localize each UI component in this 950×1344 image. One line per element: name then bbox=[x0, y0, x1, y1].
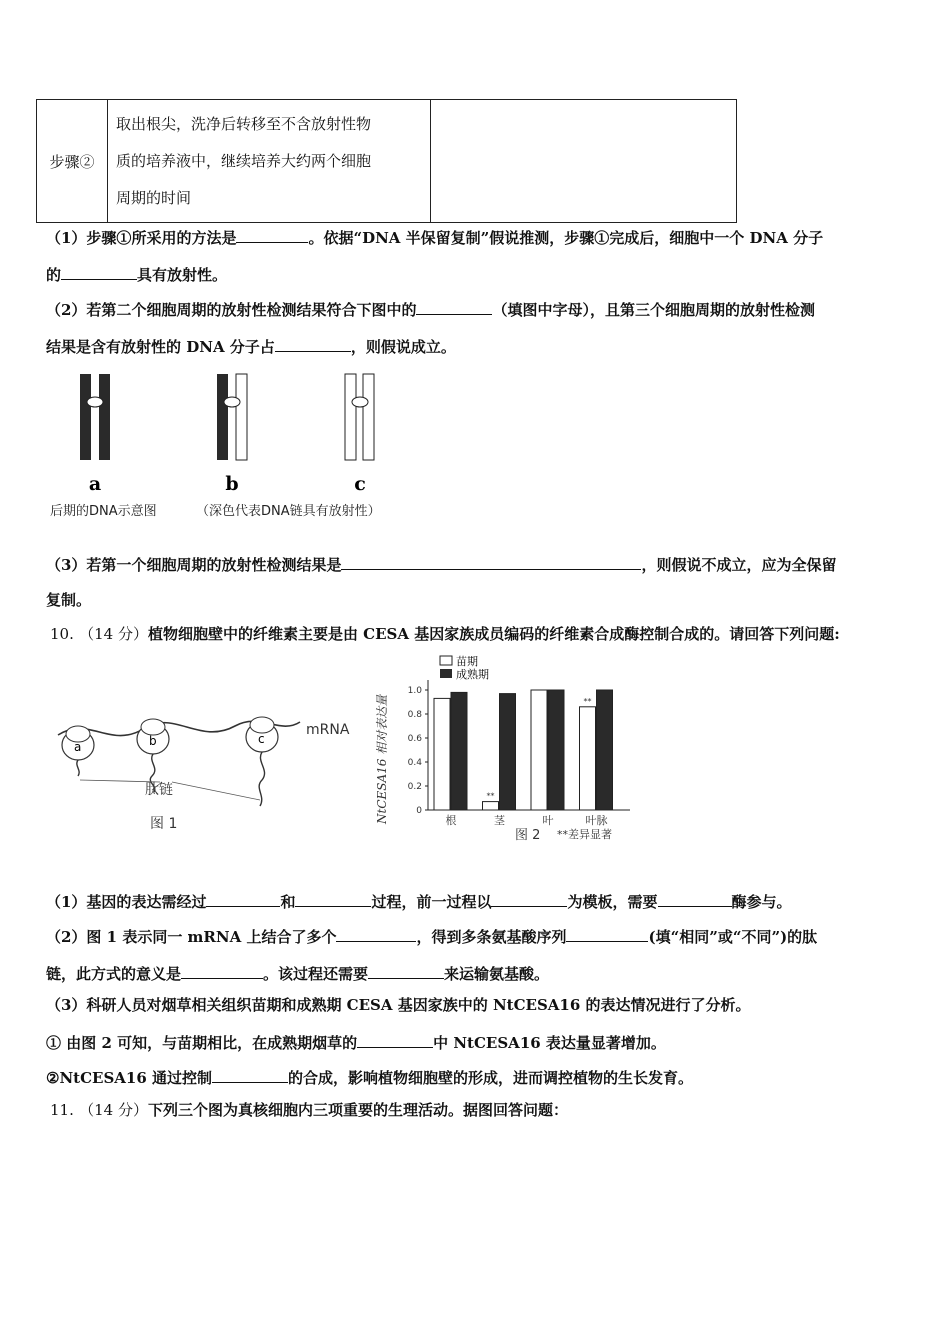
dna-label-c: c bbox=[354, 473, 366, 495]
q10-score: （14 分） bbox=[79, 625, 148, 643]
q11-score: （14 分） bbox=[79, 1101, 148, 1119]
q10-number: 10. bbox=[50, 625, 74, 643]
q9-part2-line1: （2）若第二个细胞周期的放射性检测结果符合下图中的 （填图中字母），且第三个细胞周期的放射性检测 bbox=[46, 298, 815, 320]
blank[interactable] bbox=[236, 226, 308, 243]
mrna-label: mRNA bbox=[306, 722, 350, 738]
q10-part3-2: ②NtCESA16 通过控制 的合成，影响植物细胞壁的形成，进而调控植物的生长发育。 bbox=[46, 1066, 693, 1088]
figure-2-chart bbox=[370, 652, 660, 852]
y-tick-label: 0.2 bbox=[407, 782, 422, 792]
chart-note: **差异显著 bbox=[557, 828, 612, 841]
blank[interactable] bbox=[368, 962, 444, 979]
ribosome-b-icon bbox=[137, 719, 169, 754]
blank[interactable] bbox=[357, 1031, 433, 1048]
legend-mature: 成熟期 bbox=[456, 668, 489, 681]
svg-text:a: a bbox=[74, 740, 82, 754]
y-tick-label: 1.0 bbox=[407, 686, 422, 696]
legend-swatch-mature bbox=[440, 669, 452, 678]
bar-seedling-3 bbox=[580, 707, 596, 810]
q9-part3-line1: （3）若第一个细胞周期的放射性检测结果是 ，则假说不成立，应为全保留 bbox=[46, 553, 836, 575]
dna-c-icon bbox=[345, 374, 374, 460]
dna-a-icon bbox=[80, 374, 110, 460]
x-tick-label: 叶脉 bbox=[585, 814, 608, 827]
bar-seedling-1 bbox=[483, 802, 499, 810]
peptide-label: 肽链 bbox=[145, 782, 173, 798]
q9-part1-line2: 的 具有放射性。 bbox=[46, 263, 227, 285]
bar-mature-1 bbox=[500, 694, 516, 810]
q9-part1-line1: （1）步骤①所采用的方法是 。依据“DNA 半保留复制”假说推测，步骤①完成后，细胞中一个 DNA 分子 bbox=[46, 226, 823, 248]
significance-mark: ** bbox=[486, 791, 495, 801]
dna-caption-right: （深色代表DNA链具有放射性） bbox=[196, 504, 381, 519]
y-tick-label: 0.6 bbox=[407, 734, 422, 744]
x-tick-label: 叶 bbox=[542, 814, 554, 827]
q10-part3-1: ① 由图 2 可知，与苗期相比，在成熟期烟草的 中 NtCESA16 表达量显著增加。 bbox=[46, 1031, 666, 1053]
svg-text:b: b bbox=[149, 734, 157, 748]
y-tick-label: 0.8 bbox=[407, 710, 422, 720]
blank[interactable] bbox=[566, 925, 648, 942]
dna-label-a: a bbox=[88, 473, 102, 495]
q9-part3-line2: 复制。 bbox=[46, 591, 92, 609]
step-table bbox=[36, 99, 737, 223]
legend-seedling: 苗期 bbox=[456, 655, 478, 668]
q10-stem-text: 植物细胞壁中的纤维素主要是由 CESA 基因家族成员编码的纤维素合成酶控制合成的。请回答下列问题: bbox=[147, 625, 840, 643]
q10-part2-line2: 链，此方式的意义是 。该过程还需要 来运输氨基酸。 bbox=[46, 962, 549, 984]
dna-b-icon bbox=[217, 374, 247, 460]
y-tick-label: 0 bbox=[416, 806, 422, 816]
step-label: 步骤② bbox=[49, 152, 95, 171]
q10-stem bbox=[50, 624, 840, 644]
step-label-cell bbox=[37, 100, 108, 223]
q11-number: 11. bbox=[50, 1101, 74, 1119]
q10-part3: （3）科研人员对烟草相关组织苗期和成熟期 CESA 基因家族中的 NtCESA16 的表达情况进行了分析。 bbox=[46, 996, 751, 1014]
peptide-a bbox=[77, 760, 79, 776]
blank[interactable] bbox=[275, 335, 351, 352]
blank[interactable] bbox=[336, 925, 416, 942]
legend-swatch-seedling bbox=[440, 656, 452, 665]
figure-1-caption: 图 1 bbox=[150, 816, 178, 832]
q11-stem bbox=[50, 1100, 568, 1120]
blank[interactable] bbox=[491, 890, 567, 907]
step-result-cell bbox=[431, 100, 737, 223]
dna-label-b: b bbox=[225, 473, 239, 495]
blank[interactable] bbox=[341, 553, 641, 570]
chart-title: 图 2 bbox=[515, 828, 541, 843]
q10-part2-line1: （2）图 1 表示同一 mRNA 上结合了多个 ，得到多条氨基酸序列 (填“相同”或“不同”)的肽 bbox=[46, 925, 817, 947]
x-tick-label: 茎 bbox=[494, 814, 505, 827]
chart-ylabel: NtCESA16 相对表达量 bbox=[375, 694, 389, 824]
dna-caption-left: 后期的DNA示意图 bbox=[50, 504, 157, 519]
step-text-cell bbox=[108, 100, 431, 223]
q11-stem-text: 下列三个图为真核细胞内三项重要的生理活动。据图回答问题： bbox=[147, 1101, 568, 1119]
figure-1 bbox=[50, 700, 370, 840]
bar-seedling-0 bbox=[434, 698, 450, 810]
peptide-c bbox=[259, 752, 264, 806]
blank[interactable] bbox=[206, 890, 280, 907]
x-tick-label: 根 bbox=[445, 814, 457, 827]
step-text-line: 质的培养液中，继续培养大约两个细胞 bbox=[116, 151, 372, 170]
y-tick-label: 0.4 bbox=[407, 758, 422, 768]
q10-part1: （1）基因的表达需经过 和 过程，前一过程以 为模板，需要 酶参与。 bbox=[46, 890, 792, 912]
blank[interactable] bbox=[658, 890, 732, 907]
blank[interactable] bbox=[181, 962, 263, 979]
step-text-line: 取出根尖，洗净后转移至不含放射性物 bbox=[116, 114, 372, 133]
blank[interactable] bbox=[295, 890, 371, 907]
ribosome-c-icon bbox=[246, 717, 278, 752]
step-text-line: 周期的时间 bbox=[116, 188, 192, 207]
bar-mature-3 bbox=[597, 690, 613, 810]
blank[interactable] bbox=[61, 263, 137, 280]
ribosome-a-icon bbox=[62, 726, 94, 760]
bar-seedling-2 bbox=[531, 690, 547, 810]
bar-mature-0 bbox=[451, 692, 467, 810]
svg-text:c: c bbox=[258, 732, 265, 746]
significance-mark: ** bbox=[583, 696, 592, 706]
blank[interactable] bbox=[416, 298, 492, 315]
chart-bars bbox=[434, 690, 613, 810]
bar-mature-2 bbox=[548, 690, 564, 810]
q9-part2-line2: 结果是含有放射性的 DNA 分子占 ，则假说成立。 bbox=[46, 335, 456, 357]
blank[interactable] bbox=[212, 1066, 288, 1083]
